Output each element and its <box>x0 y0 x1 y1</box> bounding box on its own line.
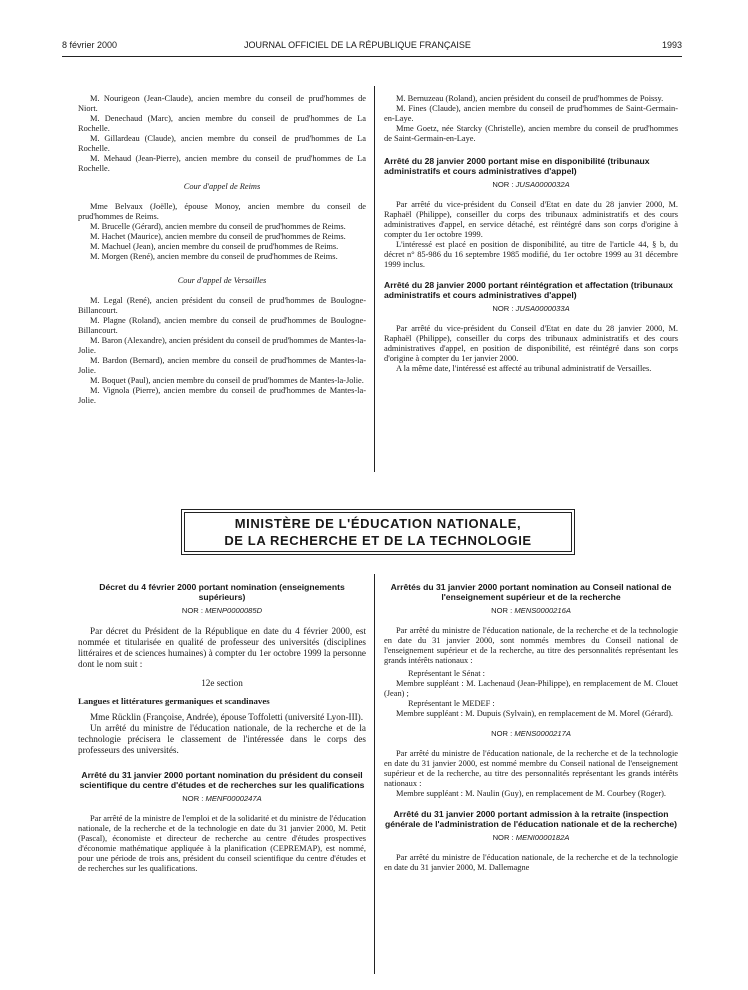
list-item: M. Machuel (Jean), ancien membre du conseil de prud'hommes de Reims. <box>90 242 339 251</box>
ministry-title-line-1: MINISTÈRE DE L'ÉDUCATION NATIONALE, <box>234 516 522 531</box>
header-date: 8 février 2000 <box>62 40 118 50</box>
court-heading-reims: Cour d'appel de Reims <box>183 182 261 191</box>
decree-title: Décret du 4 février 2000 portant nomination (enseignements supérieurs) <box>99 582 345 602</box>
nor-reference: NOR : JUSA0000032A <box>492 180 570 189</box>
list-item: M. Bardon (Bernard), ancien membre du conseil de prud'hommes de Mantes-la-Jolie. <box>78 356 366 375</box>
decree-paragraph: Par décret du Président de la République en date du 4 février 2000, est nommée et titularisée en qualité de professeur des universités (disciplines littéraires et de sciences humaines) à compter du 1er octobre 1999 la personne dont le nom suit : <box>78 626 366 669</box>
nor-reference: NOR : MENP0000085D <box>181 606 263 615</box>
nor-reference: NOR : MENF0000247A <box>182 794 262 803</box>
nor-reference: NOR : MENS0000216A <box>491 606 571 615</box>
nor-reference: NOR : MENS0000217A <box>491 729 571 738</box>
page-header <box>62 40 682 54</box>
article-title: Arrêté du 31 janvier 2000 portant nomination du président du conseil scientifique du centre d'études et de recherches sur les qualifications <box>79 770 365 790</box>
representation-heading: Représentant le MEDEF : <box>408 699 495 708</box>
nor-reference: NOR : JUSA0000033A <box>492 304 570 313</box>
list-item: M. Vignola (Pierre), ancien membre du conseil de prud'hommes de Mantes-la-Jolie. <box>78 386 366 405</box>
article-paragraph: Par arrêté de la ministre de l'emploi et de la solidarité et du ministre de l'éducation nationale, de la recherche et de la technologie en date du 31 janvier 2000, M. Petit (Pascal), économiste et directeur de recherche au centre d'études prospectives d'économie mathématique appliquée à la planification (CEPREMAP), est nommé, pour une période de trois ans, président du conseil scientifique du centre d'études et de recherches sur les qualifications. <box>78 814 366 873</box>
top-column-divider <box>374 86 375 472</box>
list-item: M. Morgen (René), ancien membre du conseil de prud'hommes de Reims. <box>90 252 338 261</box>
list-item: M. Gillardeau (Claude), ancien membre du conseil de prud'hommes de La Rochelle. <box>78 134 366 153</box>
member-line: Membre suppléant : M. Dupuis (Sylvain), en remplacement de M. Morel (Gérard). <box>396 709 673 718</box>
decree-paragraph: Un arrêté du ministre de l'éducation nationale, de la recherche et de la technologie précisera le classement de l'intéressée dans le corps des professeurs des universités. <box>78 723 366 755</box>
list-item: M. Nourigeon (Jean-Claude), ancien membre du conseil de prud'hommes de Niort. <box>78 94 366 113</box>
list-item: M. Bernuzeau (Roland), ancien président du conseil de prud'hommes de Poissy. <box>396 94 664 103</box>
list-item: Mme Belvaux (Joëlle), épouse Monoy, ancien membre du conseil de prud'hommes de Reims. <box>78 202 366 221</box>
ministry-banner <box>184 512 572 552</box>
article-title: Arrêté du 28 janvier 2000 portant mise en disponibilité (tribunaux administratifs et cours administratives d'appel) <box>384 156 650 176</box>
discipline-heading: Langues et littératures germaniques et scandinaves <box>78 696 270 706</box>
section-heading: 12e section <box>201 678 243 688</box>
court-heading-versailles: Cour d'appel de Versailles <box>177 276 267 285</box>
list-item: M. Mehaud (Jean-Pierre), ancien membre du conseil de prud'hommes de La Rochelle. <box>78 154 366 173</box>
member-line: Membre suppléant : M. Naulin (Guy), en remplacement de M. Courbey (Roger). <box>396 789 667 798</box>
list-item: M. Plagne (Roland), ancien membre du conseil de prud'hommes de Boulogne-Billancourt. <box>78 316 366 335</box>
nor-reference: NOR : MENI0000182A <box>492 833 570 842</box>
ministry-title-line-2: DE LA RECHERCHE ET DE LA TECHNOLOGIE <box>224 533 532 548</box>
list-item: M. Fines (Claude), ancien membre du conseil de prud'hommes de Saint-Germain-en-Laye. <box>384 104 678 123</box>
top-right-column <box>384 94 678 374</box>
header-journal-title: JOURNAL OFFICIEL DE LA RÉPUBLIQUE FRANÇAISE <box>244 40 471 50</box>
list-item: M. Denechaud (Marc), ancien membre du conseil de prud'hommes de La Rochelle. <box>78 114 366 133</box>
list-item: M. Legal (René), ancien président du conseil de prud'hommes de Boulogne-Billancourt. <box>78 296 366 315</box>
article-paragraph: A la même date, l'intéressé est affecté au tribunal administratif de Versailles. <box>396 364 652 373</box>
bottom-column-divider <box>374 574 375 974</box>
article-title: Arrêté du 31 janvier 2000 portant admission à la retraite (inspection générale de l'administration de l'éducation nationale et de la recherche) <box>384 809 678 829</box>
list-item: M. Hachet (Maurice), ancien membre du conseil de prud'hommes de Reims. <box>90 232 346 241</box>
member-line: Membre suppléant : M. Lachenaud (Jean-Philippe), en remplacement de M. Clouet (Jean) ; <box>384 679 678 698</box>
article-paragraph: Par arrêté du ministre de l'éducation nationale, de la recherche et de la technologie en date du 31 janvier 2000, M. Dallemagne <box>384 853 678 872</box>
representation-heading: Représentant le Sénat : <box>408 669 485 678</box>
list-item: M. Brucelle (Gérard), ancien membre du conseil de prud'hommes de Reims. <box>90 222 346 231</box>
list-item: M. Baron (Alexandre), ancien président du conseil de prud'hommes de Mantes-la-Jolie. <box>78 336 366 355</box>
header-rule <box>62 56 682 57</box>
article-paragraph: Par arrêté du ministre de l'éducation nationale, de la recherche et de la technologie en date du 31 janvier 2000, sont nommés membres du Conseil national de l'enseignement supérieur et de la recherche, au titre des personnalités représentant les grands intérêts nationaux : <box>384 626 678 665</box>
list-item: Mme Goetz, née Starcky (Christelle), ancien membre du conseil de prud'hommes de Saint-Germain-en-Laye. <box>384 124 678 143</box>
header-page-number: 1993 <box>661 40 682 50</box>
article-paragraph: Par arrêté du vice-président du Conseil d'Etat en date du 28 janvier 2000, M. Raphaël (Philippe), conseiller du corps des tribunaux administratifs et des cours administratives d'appel, en service détaché, est réintégré dans son corps d'origine à compter du 1er octobre 1999. <box>384 200 678 239</box>
article-paragraph: Par arrêté du vice-président du Conseil d'Etat en date du 28 janvier 2000, M. Raphaël (Philippe), conseiller du corps des tribunaux administratifs et des cours administratives d'appel, en position de disponibilité, est réintégré dans son corps d'origine à compter du 1er janvier 2000. <box>384 324 678 363</box>
top-left-column <box>78 94 366 406</box>
article-paragraph: L'intéressé est placé en position de disponibilité, au titre de l'article 44, § b, du décret n° 85-986 du 16 septembre 1985 modifié, du 1er octobre 1999 au 31 décembre 1999 inclus. <box>384 240 678 269</box>
list-item: M. Boquet (Paul), ancien membre du conseil de prud'hommes de Mantes-la-Jolie. <box>90 376 364 385</box>
article-title: Arrêté du 28 janvier 2000 portant réintégration et affectation (tribunaux administratifs et cours administratives d'appel) <box>384 280 673 300</box>
bottom-right-column <box>384 582 678 873</box>
article-title: Arrêtés du 31 janvier 2000 portant nomination au Conseil national de l'enseignement supérieur et de la recherche <box>390 582 672 602</box>
decree-paragraph: Mme Rücklin (Françoise, Andrée), épouse Toffoletti (université Lyon-III). <box>90 712 364 722</box>
bottom-left-column <box>78 582 366 874</box>
article-paragraph: Par arrêté du ministre de l'éducation nationale, de la recherche et de la technologie en date du 31 janvier 2000, est nommé membre du Conseil national de l'enseignement supérieur et de la recherche, au titre des personnalités représentant les grands intérêts nationaux : <box>384 749 678 788</box>
